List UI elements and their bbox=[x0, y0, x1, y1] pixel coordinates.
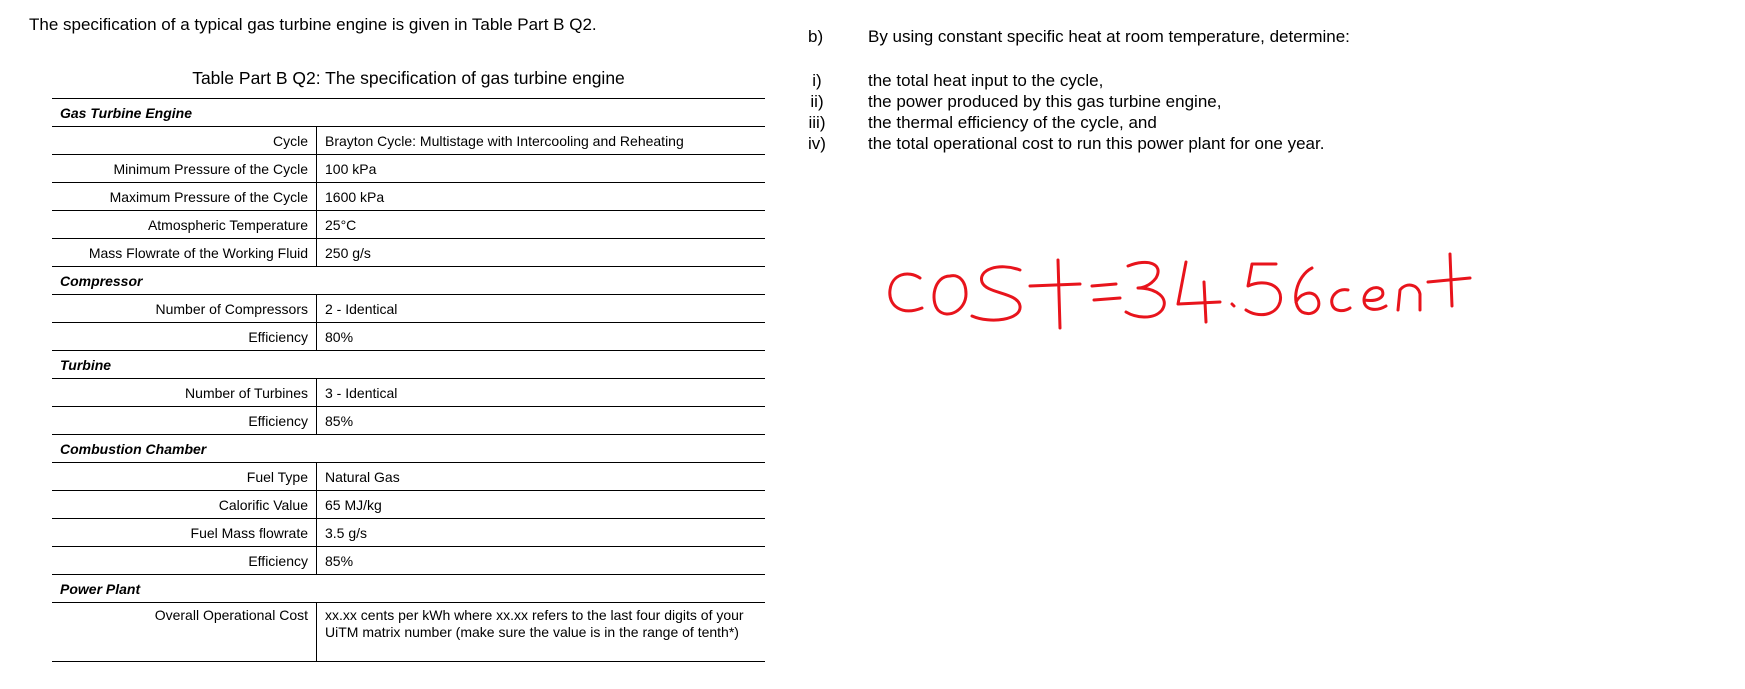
row-value: 85% bbox=[317, 407, 766, 435]
table-caption: Table Part B Q2: The specification of gas turbine engine bbox=[192, 68, 625, 88]
question-item bbox=[812, 70, 1324, 91]
table-row bbox=[52, 519, 765, 547]
table-row bbox=[52, 603, 765, 662]
table-row bbox=[52, 295, 765, 323]
table-row bbox=[52, 211, 765, 239]
section-header-row bbox=[52, 267, 765, 295]
table-row bbox=[52, 463, 765, 491]
row-label: Overall Operational Cost bbox=[52, 603, 317, 662]
part-b-instruction: By using constant specific heat at room temperature, determine: bbox=[868, 27, 1350, 46]
question-list bbox=[808, 70, 1325, 154]
row-value: 250 g/s bbox=[317, 239, 766, 267]
row-value: 3.5 g/s bbox=[317, 519, 766, 547]
row-label: Number of Turbines bbox=[52, 379, 317, 407]
row-value: 85% bbox=[317, 547, 766, 575]
row-label: Minimum Pressure of the Cycle bbox=[52, 155, 317, 183]
handwritten-cost-annotation bbox=[880, 248, 1520, 343]
row-value: Brayton Cycle: Multistage with Intercooling and Reheating bbox=[317, 127, 766, 155]
intro-text: The specification of a typical gas turbine engine is given in Table Part B Q2. bbox=[29, 15, 597, 34]
row-label: Efficiency bbox=[52, 547, 317, 575]
question-text: the power produced by this gas turbine engine, bbox=[868, 92, 1222, 111]
question-text: the total operational cost to run this power plant for one year. bbox=[868, 134, 1325, 153]
row-label: Atmospheric Temperature bbox=[52, 211, 317, 239]
row-label: Fuel Mass flowrate bbox=[52, 519, 317, 547]
table-row bbox=[52, 323, 765, 351]
question-text: the total heat input to the cycle, bbox=[868, 71, 1104, 90]
question-text: the thermal efficiency of the cycle, and bbox=[868, 113, 1157, 132]
question-item bbox=[808, 112, 1324, 133]
row-value: 100 kPa bbox=[317, 155, 766, 183]
table-row bbox=[52, 407, 765, 435]
table-row bbox=[52, 183, 765, 211]
question-number: ii) bbox=[810, 92, 824, 111]
row-value: 2 - Identical bbox=[317, 295, 766, 323]
question-number: iv) bbox=[808, 134, 826, 153]
row-label: Efficiency bbox=[52, 323, 317, 351]
row-label: Efficiency bbox=[52, 407, 317, 435]
question-number: iii) bbox=[808, 113, 826, 132]
row-value: Natural Gas bbox=[317, 463, 766, 491]
section-title: Turbine bbox=[52, 351, 765, 379]
question-item bbox=[808, 133, 1325, 154]
row-label: Calorific Value bbox=[52, 491, 317, 519]
row-value: 25°C bbox=[317, 211, 766, 239]
section-title: Combustion Chamber bbox=[52, 435, 765, 463]
question-number: i) bbox=[812, 71, 822, 90]
row-label: Maximum Pressure of the Cycle bbox=[52, 183, 317, 211]
specification-table bbox=[52, 98, 765, 662]
table-row bbox=[52, 379, 765, 407]
row-value: 80% bbox=[317, 323, 766, 351]
section-header-row bbox=[52, 351, 765, 379]
question-item bbox=[810, 91, 1324, 112]
table-row bbox=[52, 127, 765, 155]
row-label: Cycle bbox=[52, 127, 317, 155]
table-row bbox=[52, 491, 765, 519]
section-title: Gas Turbine Engine bbox=[52, 99, 765, 127]
table-row bbox=[52, 239, 765, 267]
row-label: Number of Compressors bbox=[52, 295, 317, 323]
row-label: Mass Flowrate of the Working Fluid bbox=[52, 239, 317, 267]
row-value: xx.xx cents per kWh where xx.xx refers to the last four digits of your UiTM matrix number (make sure the value is in the range of tenth*) bbox=[317, 603, 766, 662]
table-row bbox=[52, 547, 765, 575]
part-b-label: b) bbox=[808, 27, 824, 46]
section-title: Compressor bbox=[52, 267, 765, 295]
row-value: 3 - Identical bbox=[317, 379, 766, 407]
row-value: 65 MJ/kg bbox=[317, 491, 766, 519]
row-label: Fuel Type bbox=[52, 463, 317, 491]
section-title: Power Plant bbox=[52, 575, 765, 603]
section-header-row bbox=[52, 99, 765, 127]
section-header-row bbox=[52, 575, 765, 603]
row-value: 1600 kPa bbox=[317, 183, 766, 211]
section-header-row bbox=[52, 435, 765, 463]
table-row bbox=[52, 155, 765, 183]
